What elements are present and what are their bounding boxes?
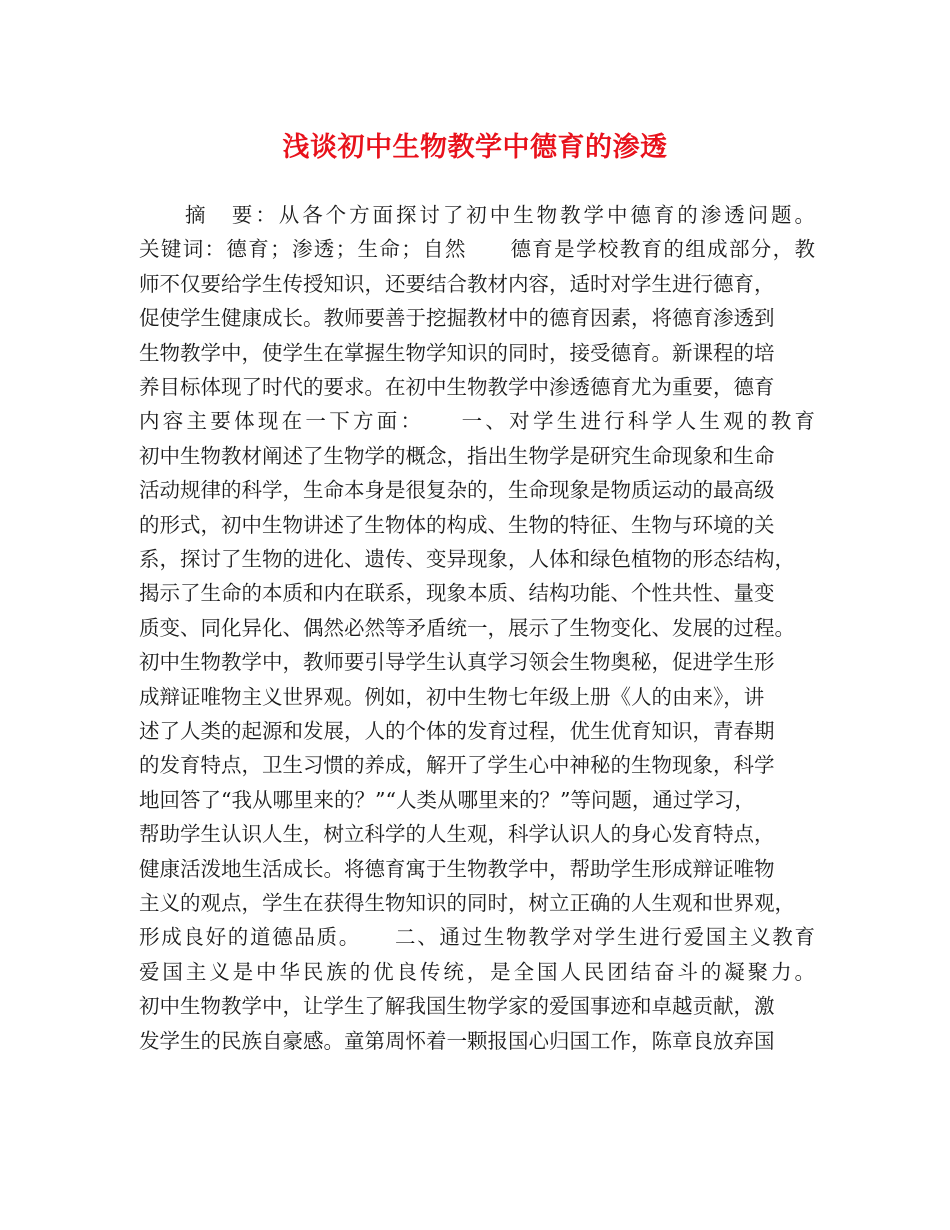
document-title: 浅谈初中生物教学中德育的渗透 (282, 132, 668, 163)
text-line: 内容主要体现在一下方面： 一、对学生进行科学人生观的教育 (139, 409, 815, 434)
text-line: 养目标体现了时代的要求。在初中生物教学中渗透德育尤为重要，德育 (139, 375, 775, 399)
document-body (139, 198, 815, 1058)
text-line: 的形式，初中生物讲述了生物体的构成、生物的特征、生物与环境的关 (139, 512, 775, 537)
text-line: 成辩证唯物主义世界观。例如，初中生物七年级上册《人的由来》，讲 (139, 684, 765, 709)
text-line: 质变、同化异化、偶然必然等矛盾统一，展示了生物变化、发展的过程。 (139, 615, 795, 640)
text-line: 爱国主义是中华民族的优良传统，是全国人民团结奋斗的凝聚力。 (139, 959, 815, 984)
text-line: 述了人类的起源和发展，人的个体的发育过程，优生优育知识，青春期 (139, 719, 775, 744)
text-line: 摘 要：从各个方面探讨了初中生物教学中德育的渗透问题。 (185, 203, 815, 227)
text-line: 形成良好的道德品质。 二、通过生物教学对学生进行爱国主义教育 (139, 925, 815, 950)
text-line: 活动规律的科学，生命本身是很复杂的，生命现象是物质运动的最高级 (139, 478, 775, 503)
text-line: 初中生物教材阐述了生物学的概念，指出生物学是研究生命现象和生命 (139, 443, 775, 468)
text-line: 健康活泼地生活成长。将德育寓于生物教学中，帮助学生形成辩证唯物 (139, 856, 775, 881)
text-line: 促使学生健康成长。教师要善于挖掘教材中的德育因素，将德育渗透到 (139, 306, 775, 331)
text-line: 系，探讨了生物的进化、遗传、变异现象，人体和绿色植物的形态结构， (139, 547, 795, 572)
text-line: 发学生的民族自豪感。童第周怀着一颗报国心归国工作，陈章良放弃国 (139, 1028, 775, 1053)
text-line: 初中生物教学中，让学生了解我国生物学家的爱国事迹和卓越贡献，激 (139, 994, 775, 1019)
text-line: 初中生物教学中，教师要引导学生认真学习领会生物奥秘，促进学生形 (139, 650, 775, 675)
text-line: 揭示了生命的本质和内在联系，现象本质、结构功能、个性共性、量变 (139, 581, 775, 606)
text-line: 主义的观点，学生在获得生物知识的同时，树立正确的人生观和世界观， (139, 891, 795, 916)
text-line: 生物教学中，使学生在掌握生物学知识的同时，接受德育。新课程的培 (139, 340, 775, 365)
text-line: 关键词：德育；渗透；生命；自然 德育是学校教育的组成部分，教 (139, 237, 815, 262)
text-line: 的发育特点，卫生习惯的养成，解开了学生心中神秘的生物现象，科学 (139, 753, 775, 778)
text-line: 师不仅要给学生传授知识，还要结合教材内容，适时对学生进行德育， (139, 271, 775, 296)
text-line: 地回答了“我从哪里来的？”“人类从哪里来的？”等问题，通过学习， (139, 787, 755, 812)
text-line: 帮助学生认识人生，树立科学的人生观，科学认识人的身心发育特点， (139, 822, 775, 847)
